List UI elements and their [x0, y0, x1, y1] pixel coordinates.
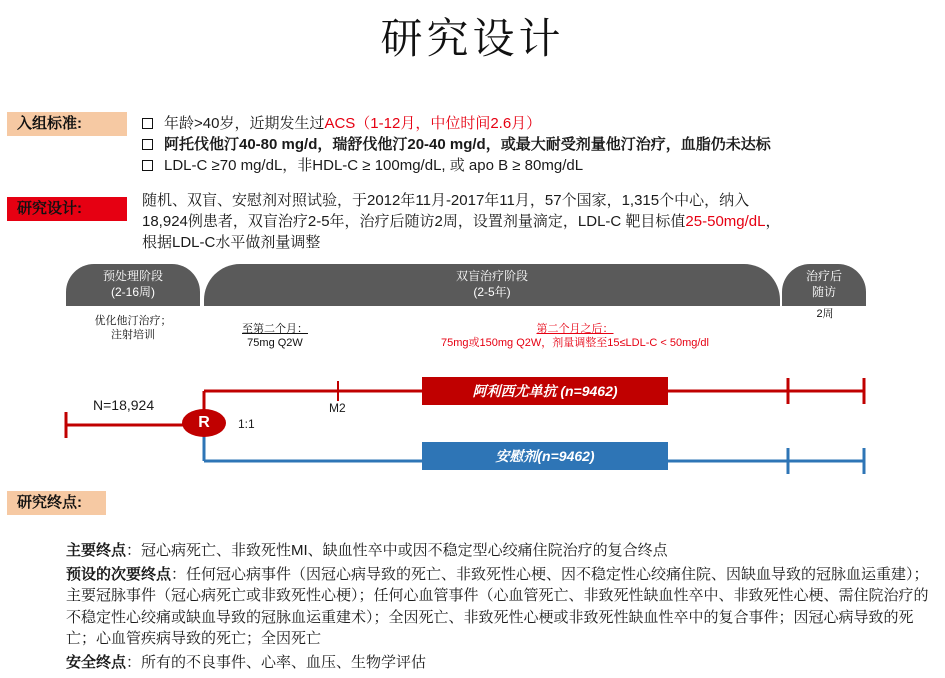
follow-up-duration: 2周 [816, 308, 834, 320]
criterion-lipids-text: LDL-C ≥70 mg/dL，非HDL-C ≥ 100mg/dL, 或 apo B ≥ 80mg/dL [164, 157, 584, 174]
phase-pretreatment [66, 264, 200, 306]
page-title: 研究设计 [380, 17, 565, 63]
secondary-endpoint-text: ：任何冠心病事件（因冠心病导致的死亡、非致死性心梗、因不稳定性心绞痛住院、因缺血导致的冠脉血运重建）；主要冠脉事件（冠心病死亡或非致死性心梗）；任何心血管事件（心血管死亡、非致死性缺血性卒中、非致死性心梗、需住院治疗的不稳定性心绞痛或缺血导致的冠脉血运重建术）；全因死亡、非致死性心梗或非致死性缺血性卒中的复合事件；因冠心病导致的死亡；心血管疾病导致的死亡；全因死亡 [66, 565, 929, 647]
pretreatment-note-line-1: 优化他汀治疗； [94, 315, 172, 327]
second-phase-dose [400, 322, 750, 350]
checkbox-icon [142, 118, 153, 129]
pretreatment-note [70, 314, 196, 342]
design-line-1: 随机、双盲、安慰剂对照试验，于2012年11月-2017年11月，57个国家，1,315个中心，纳入 [142, 192, 750, 209]
randomization-label: R [198, 414, 210, 431]
primary-endpoint-label: 主要终点 [66, 542, 127, 559]
safety-endpoint [66, 652, 940, 674]
phase-pretreatment-duration: (2-16周) [110, 285, 155, 299]
primary-endpoint-text: ：冠心病死亡、非致死性MI、缺血性卒中或因不稳定型心绞痛住院治疗的复合终点 [126, 542, 668, 559]
phase-double-blind-name: 双盲治疗阶段 [455, 269, 528, 283]
design-line-2-text: 18,924例患者，双盲治疗2-5年，治疗后随访2周，设置剂量滴定，LDL-C 靶目标值 [142, 213, 686, 230]
endpoints-section [66, 540, 940, 675]
phase-pretreatment-name: 预处理阶段 [102, 269, 163, 283]
design-line-2-suffix: ， [765, 213, 781, 230]
phase-double-blind [204, 264, 780, 306]
checkbox-icon [142, 160, 153, 171]
second-phase-dose-value: 75mg或150mg Q2W，剂量调整至15≤LDL-C < 50mg/dl [441, 337, 709, 349]
safety-endpoint-label: 安全终点 [66, 653, 127, 671]
criterion-lipids [142, 155, 771, 176]
endpoints-tag: 研究终点: [7, 491, 106, 515]
design-description [142, 190, 932, 253]
placebo-arm-box: 安慰剂(n=9462) [422, 442, 668, 470]
phase-follow-up-name-2: 随访 [811, 285, 836, 299]
design-line-2 [142, 211, 932, 232]
checkbox-icon [142, 139, 153, 150]
criterion-age-text: 年龄>40岁，近期发生过 [164, 115, 325, 132]
enrollment-count: N=18,924 [93, 397, 155, 413]
pretreatment-note-line-2: 注射培训 [111, 329, 155, 341]
criterion-acs-highlight: ACS（1-12月，中位时间2.6月） [324, 115, 542, 132]
drug-arm-box: 阿利西尤单抗 (n=9462) [422, 377, 668, 405]
secondary-endpoint [66, 564, 940, 650]
m2-label: M2 [329, 401, 346, 415]
criterion-statin-text: 阿托伐他汀40-80 mg/d，瑞舒伐他汀20-40 mg/d，或最大耐受剂量他汀治疗，血脂仍未达标 [164, 136, 771, 153]
second-phase-label: 第二个月之后： [536, 323, 614, 335]
first-phase-label: 至第二个月： [242, 323, 308, 335]
secondary-endpoint-label: 预设的次要终点 [66, 565, 172, 583]
inclusion-criteria [142, 113, 771, 176]
phase-double-blind-duration: (2-5年) [473, 285, 511, 299]
criterion-age [142, 113, 771, 134]
randomization-ratio: 1:1 [238, 417, 255, 431]
safety-endpoint-text: ：所有的不良事件、心率、血压、生物学评估 [126, 653, 427, 671]
phase-follow-up-name: 治疗后 [805, 269, 842, 283]
first-phase-dose-value: 75mg Q2W [247, 337, 303, 349]
phase-follow-up [782, 264, 866, 306]
design-tag: 研究设计: [7, 197, 127, 221]
first-phase-dose [220, 322, 330, 350]
design-line-3: 根据LDL-C水平做剂量调整 [142, 234, 321, 251]
criterion-statin [142, 134, 771, 155]
inclusion-tag: 入组标准: [7, 112, 127, 136]
ldl-target-highlight: 25-50mg/dL [685, 213, 766, 230]
primary-endpoint [66, 540, 940, 562]
